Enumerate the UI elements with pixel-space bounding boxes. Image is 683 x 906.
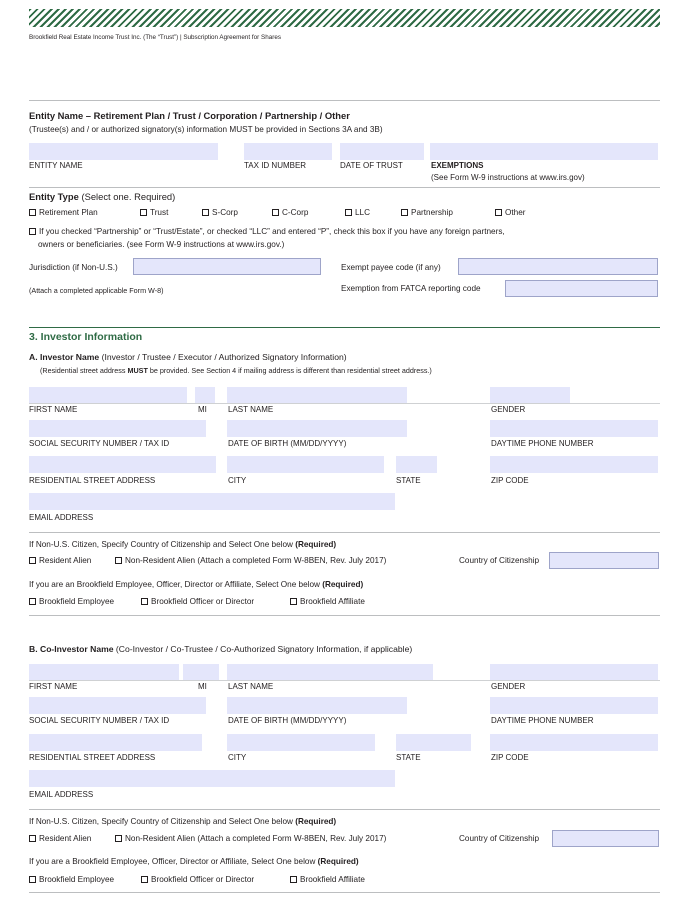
b-gender-label: GENDER (491, 682, 526, 691)
exemptions-note: (See Form W-9 instructions at www.irs.gov) (431, 173, 585, 182)
investor-a-heading: A. Investor Name (Investor / Trustee / Executor / Authorized Signatory Information) (29, 352, 347, 362)
b-mi-field[interactable] (183, 664, 219, 681)
b-ssn-label: SOCIAL SECURITY NUMBER / TAX ID (29, 716, 170, 725)
a-country-label: Country of Citizenship (459, 556, 540, 565)
a-dob-field[interactable] (227, 420, 407, 437)
b-city-label: CITY (228, 753, 247, 762)
checkbox-foreign-partners[interactable]: If you checked “Partnership” or “Trust/Estate”, or checked “LLC” and entered “P”, check this box if you have any foreign partners, (29, 227, 505, 236)
a-last-name-label: LAST NAME (228, 405, 274, 414)
b-employee-prompt: If you are a Brookfield Employee, Officer, Director or Affiliate, Select One below (Required) (29, 857, 359, 866)
a-phone-label: DAYTIME PHONE NUMBER (491, 439, 594, 448)
investor-b-heading: B. Co-Investor Name (Co-Investor / Co-Trustee / Co-Authorized Signatory Information, if applicable) (29, 644, 413, 654)
jurisdiction-label: Jurisdiction (if Non-U.S.) (29, 263, 118, 272)
b-checkbox-brookfield-affiliate[interactable]: Brookfield Affiliate (290, 875, 365, 884)
checkbox-c-corp[interactable]: C-Corp (272, 208, 308, 217)
a-employee-prompt: If you are an Brookfield Employee, Officer, Director or Affiliate, Select One below (Required) (29, 580, 364, 589)
exempt-payee-field[interactable] (458, 258, 658, 275)
b-email-field[interactable] (29, 770, 395, 787)
divider (29, 809, 660, 810)
divider (29, 100, 660, 101)
a-ssn-label: SOCIAL SECURITY NUMBER / TAX ID (29, 439, 170, 448)
jurisdiction-field[interactable] (133, 258, 321, 275)
b-last-name-field[interactable] (227, 664, 433, 681)
a-ssn-field[interactable] (29, 420, 206, 437)
exemptions-label: EXEMPTIONS (431, 161, 484, 170)
a-email-field[interactable] (29, 493, 395, 510)
divider (29, 615, 660, 616)
a-state-label: STATE (396, 476, 421, 485)
b-country-field[interactable] (552, 830, 659, 847)
date-of-trust-label: DATE OF TRUST (340, 161, 403, 170)
b-email-label: EMAIL ADDRESS (29, 790, 94, 799)
header-stripe (29, 9, 660, 27)
exemptions-field[interactable] (430, 143, 658, 160)
a-state-field[interactable] (396, 456, 437, 473)
date-of-trust-field[interactable] (340, 143, 424, 160)
tax-id-field[interactable] (244, 143, 332, 160)
b-zip-label: ZIP CODE (491, 753, 529, 762)
b-gender-field[interactable] (490, 664, 658, 681)
b-state-label: STATE (396, 753, 421, 762)
a-zip-field[interactable] (490, 456, 658, 473)
a-zip-label: ZIP CODE (491, 476, 529, 485)
a-city-label: CITY (228, 476, 247, 485)
exempt-payee-label: Exempt payee code (if any) (341, 263, 441, 272)
a-city-field[interactable] (227, 456, 384, 473)
a-dob-label: DATE OF BIRTH (MM/DD/YYYY) (228, 439, 347, 448)
b-checkbox-nonresident-alien[interactable]: Non-Resident Alien (Attach a completed Form W-8BEN, Rev. July 2017) (115, 834, 386, 843)
b-city-field[interactable] (227, 734, 375, 751)
a-citizen-prompt: If Non-U.S. Citizen, Specify Country of Citizenship and Select One below (Required) (29, 540, 337, 549)
checkbox-retirement-plan[interactable]: Retirement Plan (29, 208, 98, 217)
a-country-field[interactable] (549, 552, 659, 569)
foreign-partners-note: owners or beneficiaries. (see Form W-9 instructions at www.irs.gov.) (38, 240, 285, 249)
b-last-name-label: LAST NAME (228, 682, 274, 691)
a-gender-field[interactable] (490, 387, 570, 404)
a-checkbox-brookfield-employee[interactable]: Brookfield Employee (29, 597, 114, 606)
a-first-name-label: FIRST NAME (29, 405, 78, 414)
b-zip-field[interactable] (490, 734, 658, 751)
entity-name-label: ENTITY NAME (29, 161, 83, 170)
b-checkbox-brookfield-officer[interactable]: Brookfield Officer or Director (141, 875, 254, 884)
a-gender-label: GENDER (491, 405, 526, 414)
b-country-label: Country of Citizenship (459, 834, 540, 843)
section-divider (29, 327, 660, 328)
b-street-label: RESIDENTIAL STREET ADDRESS (29, 753, 156, 762)
a-first-name-field[interactable] (29, 387, 187, 404)
b-state-field[interactable] (396, 734, 471, 751)
a-street-label: RESIDENTIAL STREET ADDRESS (29, 476, 156, 485)
b-mi-label: MI (198, 682, 207, 691)
b-phone-label: DAYTIME PHONE NUMBER (491, 716, 594, 725)
divider (29, 187, 660, 188)
a-checkbox-resident-alien[interactable]: Resident Alien (29, 556, 91, 565)
entity-subtitle: (Trustee(s) and / or authorized signatory(s) information MUST be provided in Sections 3A and 3B) (29, 125, 383, 134)
b-dob-field[interactable] (227, 697, 407, 714)
divider (29, 680, 660, 681)
divider (29, 532, 660, 533)
b-dob-label: DATE OF BIRTH (MM/DD/YYYY) (228, 716, 347, 725)
attach-w8-note: (Attach a completed applicable Form W-8) (29, 286, 164, 295)
entity-title: Entity Name – Retirement Plan / Trust / Corporation / Partnership / Other (29, 110, 350, 121)
checkbox-s-corp[interactable]: S-Corp (202, 208, 238, 217)
b-street-field[interactable] (29, 734, 202, 751)
fatca-label: Exemption from FATCA reporting code (341, 284, 481, 293)
a-street-field[interactable] (29, 456, 216, 473)
a-checkbox-nonresident-alien[interactable]: Non-Resident Alien (Attach a completed Form W-8BEN, Rev. July 2017) (115, 556, 386, 565)
entity-type-title: Entity Type (Select one. Required) (29, 191, 176, 202)
b-ssn-field[interactable] (29, 697, 206, 714)
a-mi-field[interactable] (195, 387, 215, 404)
a-checkbox-brookfield-officer[interactable]: Brookfield Officer or Director (141, 597, 254, 606)
a-email-label: EMAIL ADDRESS (29, 513, 94, 522)
section-3-title: 3. Investor Information (29, 331, 143, 343)
a-phone-field[interactable] (490, 420, 658, 437)
fatca-field[interactable] (505, 280, 658, 297)
b-citizen-prompt: If Non-U.S. Citizen, Specify Country of Citizenship and Select One below (Required) (29, 817, 337, 826)
b-phone-field[interactable] (490, 697, 658, 714)
page-header: Brookfield Real Estate Income Trust Inc. (The “Trust”) | Subscription Agreement for Shares (29, 34, 281, 41)
investor-a-note: (Residential street address MUST be provided. See Section 4 if mailing address is different than residential street address.) (40, 366, 432, 375)
divider (29, 892, 660, 893)
a-checkbox-brookfield-affiliate[interactable]: Brookfield Affiliate (290, 597, 365, 606)
tax-id-label: TAX ID NUMBER (244, 161, 307, 170)
a-last-name-field[interactable] (227, 387, 407, 404)
a-mi-label: MI (198, 405, 207, 414)
entity-name-field[interactable] (29, 143, 218, 160)
checkbox-other[interactable]: Other (495, 208, 525, 217)
b-first-name-field[interactable] (29, 664, 179, 681)
b-checkbox-brookfield-employee[interactable]: Brookfield Employee (29, 875, 114, 884)
checkbox-trust[interactable]: Trust (140, 208, 168, 217)
b-checkbox-resident-alien[interactable]: Resident Alien (29, 834, 91, 843)
divider (29, 403, 660, 404)
b-first-name-label: FIRST NAME (29, 682, 78, 691)
checkbox-partnership[interactable]: Partnership (401, 208, 453, 217)
checkbox-llc[interactable]: LLC (345, 208, 370, 217)
